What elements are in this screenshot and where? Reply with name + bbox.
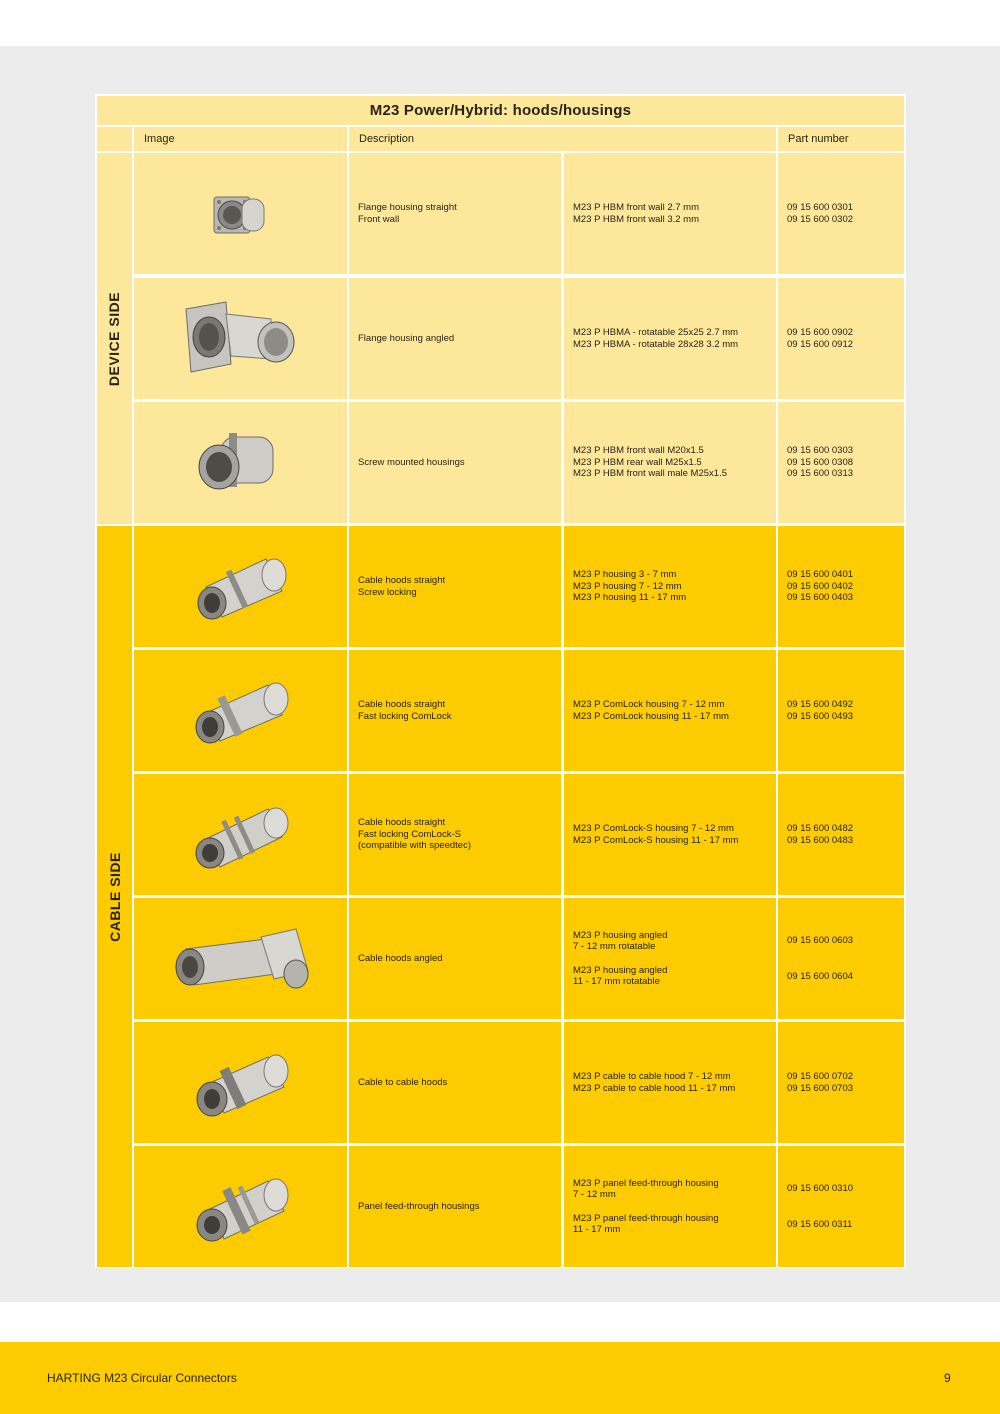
cable-hood-angled-icon [166,919,316,999]
product-variants [564,153,776,274]
variant-text: M23 P housing 3 - 7 mm M23 P housing 7 - 12 mm M23 P housing 11 - 17 mm [573,569,687,604]
part-numbers [778,774,904,895]
product-description-text: Flange housing angled [358,332,455,344]
cable-hood-straight-icon [186,547,296,627]
product-description [349,402,561,523]
screw-mounted-housing-icon [191,423,291,503]
cable-hood-comlock-s-icon [186,795,296,875]
product-image-cell [134,1022,347,1143]
product-image-cell [134,526,347,647]
product-image-cell [134,153,347,274]
part-numbers [778,650,904,771]
part-number-text: 09 15 600 0301 09 15 600 0302 [787,202,854,225]
product-description [349,774,561,895]
product-description [349,526,561,647]
product-description-text: Cable to cable hoods [358,1076,448,1088]
header-image: Image [134,127,347,151]
part-number-text: 09 15 600 0902 09 15 600 0912 [787,327,854,350]
section-label-device [97,153,132,524]
part-number-text: 09 15 600 0401 09 15 600 0402 09 15 600 0403 [787,569,854,604]
flange-housing-angled-icon [176,294,306,384]
part-numbers [778,898,904,1019]
part-number-text: 09 15 600 0303 09 15 600 0308 09 15 600 0313 [787,445,854,480]
product-image-cell [134,650,347,771]
part-number-text: 09 15 600 0604 [787,970,854,982]
part-number-text: 09 15 600 0311 [787,1218,853,1230]
variant-text: M23 P HBM front wall 2.7 mm M23 P HBM front wall 3.2 mm [573,202,700,225]
part-number-text: 09 15 600 0482 09 15 600 0483 [787,823,854,846]
product-description-text: Panel feed-through housings [358,1200,480,1212]
product-description [349,650,561,771]
variant-text: M23 P panel feed-through housing 11 - 17 mm [573,1212,719,1235]
part-number-text: 09 15 600 0310 [787,1183,854,1194]
table-title: M23 Power/Hybrid: hoods/housings [97,96,904,125]
variant-text: M23 P cable to cable hood 7 - 12 mm M23 P cable to cable hood 11 - 17 mm [573,1071,736,1094]
product-description-text: Flange housing straight Front wall [358,202,457,225]
page-number: 9 [944,1371,951,1385]
variant-text: M23 P housing angled 11 - 17 mm rotatable [573,964,668,987]
part-numbers [778,1022,904,1143]
part-number-text: 09 15 600 0702 09 15 600 0703 [787,1071,854,1094]
product-description-text: Cable hoods straight Fast locking ComLock-S (compatible with speedtec) [358,817,471,852]
section-label-cable [97,526,132,1267]
header-description: Description [349,127,776,151]
product-variants [564,278,776,399]
product-image-cell [134,1146,347,1267]
part-number-text: 09 15 600 0492 09 15 600 0493 [787,699,854,722]
product-variants [564,898,776,1019]
product-description-text: Cable hoods straight Screw locking [358,575,446,598]
part-numbers [778,402,904,523]
cable-hood-comlock-icon [186,671,296,751]
product-description-text: Screw mounted housings [358,456,465,468]
variant-text: M23 P ComLock-S housing 7 - 12 mm M23 P ComLock-S housing 11 - 17 mm [573,823,739,846]
part-number-text: 09 15 600 0603 [787,935,854,946]
product-image-cell [134,278,347,399]
part-numbers [778,153,904,274]
part-numbers [778,1146,904,1267]
header-corner [97,127,132,151]
section-label-device-text: DEVICE SIDE [106,291,123,386]
part-numbers [778,526,904,647]
part-numbers [778,278,904,399]
product-variants [564,402,776,523]
product-variants [564,650,776,771]
product-description [349,898,561,1019]
product-description [349,278,561,399]
product-image-cell [134,898,347,1019]
cable-to-cable-hood-icon [186,1043,296,1123]
product-variants [564,1022,776,1143]
product-description [349,1146,561,1267]
variant-text: M23 P panel feed-through housing 7 - 12 mm [573,1177,719,1200]
product-description-text: Cable hoods straight Fast locking ComLock [358,699,452,722]
product-image-cell [134,774,347,895]
footer-title: HARTING M23 Circular Connectors [47,1371,237,1385]
header-part-number: Part number [778,127,904,151]
product-variants [564,526,776,647]
section-label-cable-text: CABLE SIDE [106,851,123,942]
product-description [349,153,561,274]
variant-text: M23 P housing angled 7 - 12 mm rotatable [573,929,668,952]
product-image-cell [134,402,347,523]
flange-housing-straight-icon [206,179,276,249]
variant-text: M23 P HBMA - rotatable 25x25 2.7 mm M23 P HBMA - rotatable 28x28 3.2 mm [573,327,739,350]
panel-feed-through-housing-icon [186,1167,296,1247]
product-variants [564,1146,776,1267]
product-description-text: Cable hoods angled [358,952,443,964]
variant-text: M23 P ComLock housing 7 - 12 mm M23 P ComLock housing 11 - 17 mm [573,699,729,722]
variant-text: M23 P HBM front wall M20x1.5 M23 P HBM rear wall M25x1.5 M23 P HBM front wall male M25x1.5 [573,445,727,480]
product-variants [564,774,776,895]
product-description [349,1022,561,1143]
